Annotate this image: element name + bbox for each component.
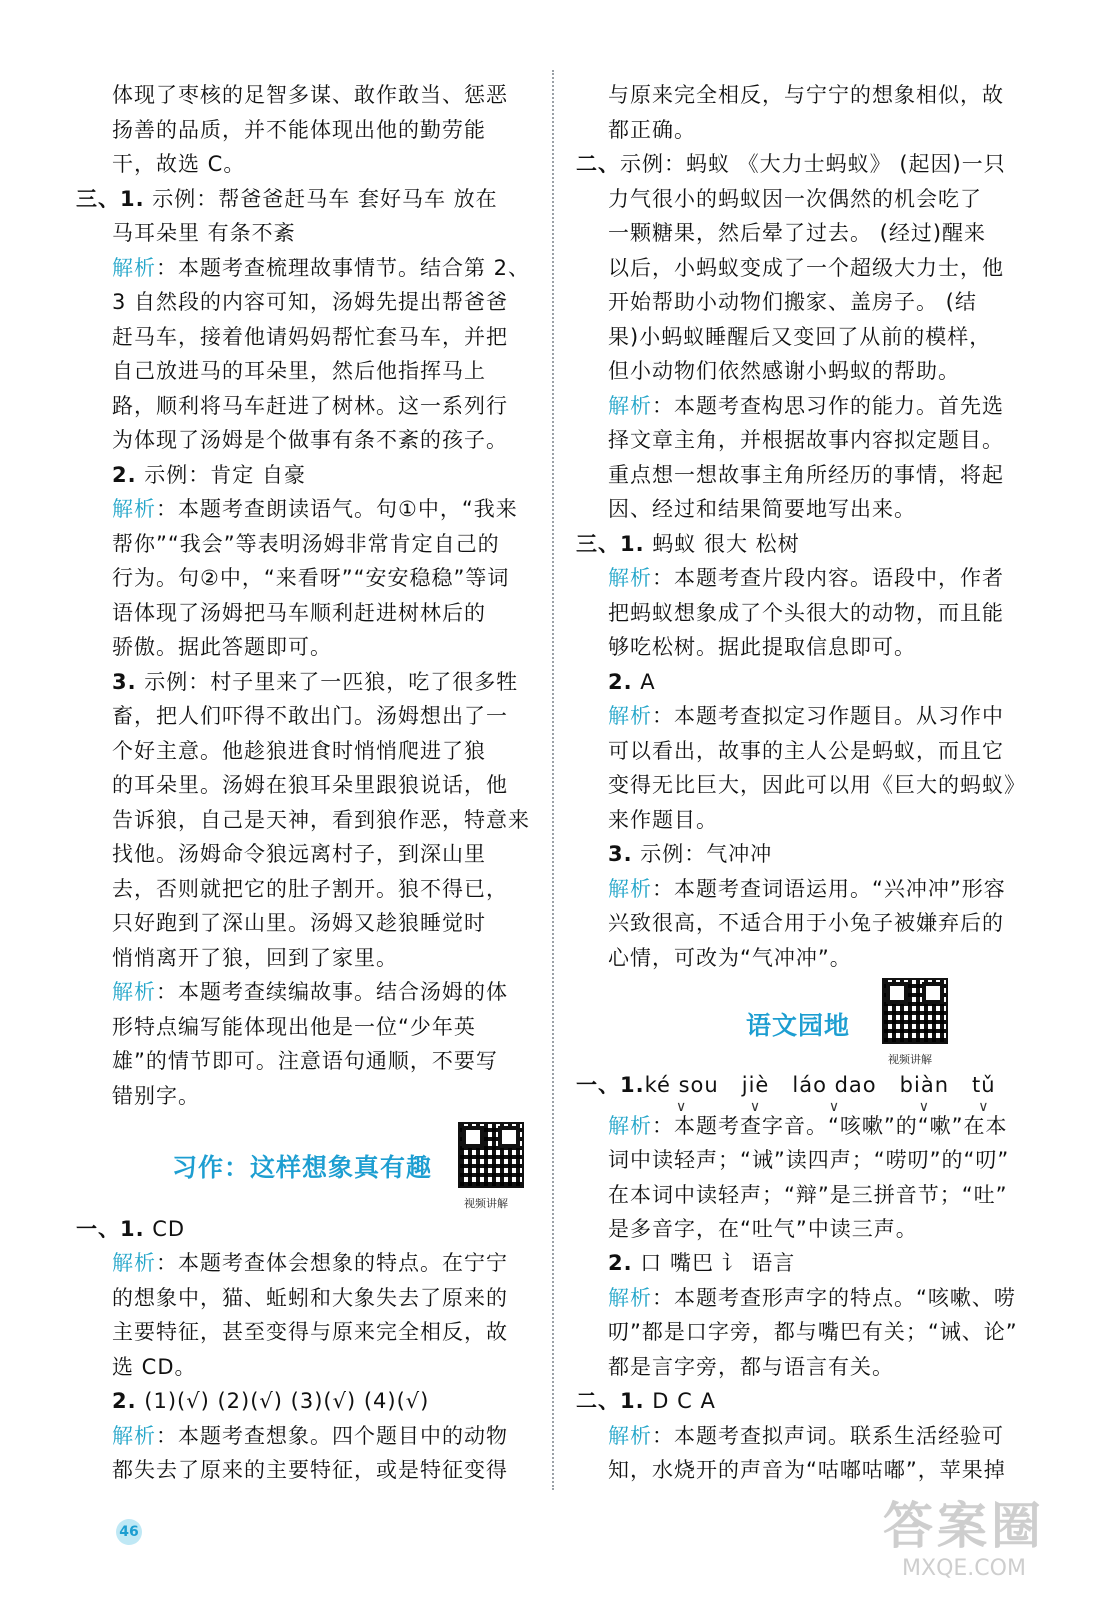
text-line: 力气很小的蚂蚁因一次偶然的机会吃了: [608, 187, 982, 211]
answer-text: A: [632, 670, 656, 694]
answer-text: 示例：蚂蚁 《大力士蚂蚁》 (起因)一只: [620, 152, 1006, 176]
text-line: 悄悄离开了狼，回到了家里。: [112, 946, 398, 970]
text-line: 骄傲。据此答题即可。: [112, 635, 332, 659]
analysis-text: ：本题考查体会想象的特点。在宁宁: [156, 1251, 508, 1275]
question-marker: 二、: [576, 152, 620, 176]
analysis-label: 解析: [608, 877, 652, 901]
text-line: 形特点编写能体现出他是一位“少年英: [112, 1015, 476, 1039]
question-marker: 一、1.: [76, 1217, 145, 1241]
answer-1-1: [76, 1212, 185, 1246]
text-line: 都是言字旁，都与语言有关。: [608, 1355, 894, 1379]
answer-2: [576, 147, 1006, 181]
section-title-chinese-garden: 语文园地: [746, 1011, 851, 1040]
answer-text: 示例：气冲冲: [632, 842, 773, 866]
text-line: 的想象中，猫、蚯蚓和大象失去了原来的: [112, 1286, 508, 1310]
analysis-label: 解析: [112, 980, 156, 1004]
answer-text: 示例：村子里来了一匹狼，吃了很多牲: [136, 670, 519, 694]
analysis-line: [608, 561, 1004, 595]
question-marker: 二、1.: [576, 1389, 645, 1413]
answer-3: [608, 837, 772, 871]
analysis-label: 解析: [112, 497, 156, 521]
text-line: 行为。句②中，“来看呀”“安安稳稳”等词: [112, 566, 510, 590]
text-line: 扬善的品质，并不能体现出他的勤劳能: [112, 118, 486, 142]
text-line: 变得无比巨大，因此可以用《巨大的蚂蚁》: [608, 773, 1026, 797]
analysis-text: ：本题考查拟定习作题目。从习作中: [652, 704, 1004, 728]
analysis-line: [112, 1419, 508, 1453]
qr-label: 视频讲解: [464, 1197, 508, 1210]
text-line: 个好主意。他趁狼进食时悄悄爬进了狼: [112, 739, 486, 763]
analysis-text: ：本题考查片段内容。语段中，作者: [652, 566, 1004, 590]
text-line: 但小动物们依然感谢小蚂蚁的帮助。: [608, 359, 960, 383]
analysis-line: [112, 975, 508, 1009]
text-line: 择文章主角，并根据故事内容拟定题目。: [608, 428, 1004, 452]
analysis-label: 解析: [608, 1424, 652, 1448]
analysis-text: ：本题考查想象。四个题目中的动物: [156, 1424, 508, 1448]
text-line: 赶马车，接着他请妈妈帮忙套马车，并把: [112, 325, 508, 349]
text-line: 在本词中读轻声；“辩”是三拼音节；“吐”: [608, 1183, 1008, 1207]
text-line: 选 CD。: [112, 1355, 197, 1379]
text-line: 为体现了汤姆是个做事有条不紊的孩子。: [112, 428, 508, 452]
text-line: 体现了枣核的足智多谋、敢作敢当、惩恶: [112, 83, 508, 107]
text-line: 词中读轻声；“诫”读四声；“唠叨”的“叨”: [608, 1148, 1010, 1172]
text-line: 是多音字，在“吐气”中读三声。: [608, 1217, 918, 1241]
text-line: 找他。汤姆命令狼远离村子，到深山里: [112, 842, 486, 866]
answer-2-1: [576, 1384, 716, 1418]
question-marker: 2.: [608, 670, 633, 694]
analysis-label: 解析: [608, 1286, 652, 1310]
pinyin-answer: jiè ∨: [742, 1068, 770, 1102]
question-marker: 2.: [608, 1251, 633, 1275]
text-line: 错别字。: [112, 1084, 200, 1108]
text-line: 的耳朵里。汤姆在狼耳朵里跟狼说话，他: [112, 773, 508, 797]
question-marker: 2.: [112, 1389, 137, 1413]
text-line: 开始帮助小动物们搬家、盖房子。 (结: [608, 290, 977, 314]
text-line: 叨”都是口字旁，都与嘴巴有关；“诫、论”: [608, 1320, 1018, 1344]
pinyin-answer: láo dao ∨: [792, 1068, 876, 1102]
analysis-text: ：本题考查形声字的特点。“咳嗽、唠: [652, 1286, 1016, 1310]
analysis-line: [608, 1109, 1008, 1143]
column-divider: [552, 70, 554, 1490]
text-line: 马耳朵里 有条不紊: [112, 221, 296, 245]
answer-text: (1)(√) (2)(√) (3)(√) (4)(√): [136, 1389, 430, 1413]
question-marker: 一、1.: [576, 1073, 645, 1097]
text-line: 干，故选 C。: [112, 152, 246, 176]
answer-text: D C A: [644, 1389, 716, 1413]
text-line: 都失去了原来的主要特征，或是特征变得: [112, 1458, 508, 1482]
answer-text: 示例：帮爸爸赶马车 套好马车 放在: [144, 187, 498, 211]
analysis-label: 解析: [608, 566, 652, 590]
answer-text: 口 嘴巴 讠 语言: [632, 1251, 796, 1275]
analysis-line: [608, 1419, 1004, 1453]
text-line: 够吃松树。据此提取信息即可。: [608, 635, 916, 659]
qr-label: 视频讲解: [888, 1053, 932, 1066]
qr-code-icon[interactable]: [458, 1122, 524, 1188]
text-line: 来作题目。: [608, 808, 718, 832]
analysis-text: ：本题考查字音。“咳嗽”的“嗽”在本: [652, 1114, 1008, 1138]
question-marker: 三、1.: [576, 532, 645, 556]
answer-2: [112, 458, 306, 492]
text-line: 兴致很高，不适合用于小兔子被嫌弃后的: [608, 911, 1004, 935]
text-line: 告诉狼，自己是天神，看到狼作恶，特意来: [112, 808, 530, 832]
question-marker: 2.: [112, 463, 137, 487]
analysis-line: [112, 251, 530, 285]
answer-text: 蚂蚁 很大 松树: [644, 532, 800, 556]
text-line: 3 自然段的内容可知，汤姆先提出帮爸爸: [112, 290, 509, 314]
analysis-line: [608, 699, 1004, 733]
analysis-label: 解析: [112, 1251, 156, 1275]
text-line: 果)小蚂蚁睡醒后又变回了从前的模样，: [608, 325, 992, 349]
text-line: 以后，小蚂蚁变成了一个超级大力士，他: [608, 256, 1004, 280]
analysis-text: ：本题考查拟声词。联系生活经验可: [652, 1424, 1004, 1448]
answer-text: CD: [144, 1217, 186, 1241]
answer-2: [608, 1246, 795, 1280]
pinyin-answer: biàn ∨: [900, 1068, 949, 1102]
text-line: 可以看出，故事的主人公是蚂蚁，而且它: [608, 739, 1004, 763]
answer-2: [608, 665, 656, 699]
analysis-line: [608, 389, 1004, 423]
text-line: 帮你”“我会”等表明汤姆非常肯定自己的: [112, 532, 500, 556]
answer-2: [112, 1384, 429, 1418]
question-marker: 3.: [608, 842, 633, 866]
text-line: 雄”的情节即可。注意语句通顺，不要写: [112, 1049, 498, 1073]
text-line: 主要特征，甚至变得与原来完全相反，故: [112, 1320, 508, 1344]
text-line: 与原来完全相反，与宁宁的想象相似，故: [608, 83, 1004, 107]
analysis-text: ：本题考查朗读语气。句①中，“我来: [156, 497, 518, 521]
text-line: 只好跑到了深山里。汤姆又趁狼睡觉时: [112, 911, 486, 935]
analysis-label: 解析: [608, 704, 652, 728]
analysis-label: 解析: [608, 1114, 652, 1138]
pinyin-answer: tǔ ∨: [972, 1068, 996, 1102]
answer-3-1: [576, 527, 800, 561]
analysis-text: ：本题考查梳理故事情节。结合第 2、: [156, 256, 531, 280]
text-line: 语体现了汤姆把马车顺利赶进树林后的: [112, 601, 486, 625]
answer-3-1: [76, 182, 498, 216]
section-title-writing: 习作：这样想象真有趣: [172, 1153, 433, 1182]
analysis-text: ：本题考查续编故事。结合汤姆的体: [156, 980, 508, 1004]
analysis-line: [112, 1246, 508, 1280]
text-line: 知，水烧开的声音为“咕嘟咕嘟”，苹果掉: [608, 1458, 1006, 1482]
text-line: 心情，可改为“气冲冲”。: [608, 946, 852, 970]
analysis-line: [112, 492, 518, 526]
answer-3: [112, 665, 518, 699]
analysis-line: [608, 872, 1006, 906]
text-line: 一颗糖果，然后晕了过去。 (经过)醒来: [608, 221, 987, 245]
answer-text: 示例：肯定 自豪: [136, 463, 306, 487]
analysis-label: 解析: [112, 1424, 156, 1448]
analysis-label: 解析: [112, 256, 156, 280]
text-line: 把蚂蚁想象成了个头很大的动物，而且能: [608, 601, 1004, 625]
text-line: 自己放进马的耳朵里，然后他指挥马上: [112, 359, 486, 383]
pinyin-answer: ké sou ∨: [645, 1068, 719, 1102]
text-line: 去，否则就把它的肚子割开。狼不得已，: [112, 877, 508, 901]
text-line: 路，顺利将马车赶进了树林。这一系列行: [112, 394, 508, 418]
text-line: 畜，把人们吓得不敢出门。汤姆想出了一: [112, 704, 508, 728]
text-line: 重点想一想故事主角所经历的事情，将起: [608, 463, 1004, 487]
watermark: [864, 1496, 1064, 1596]
answer-1-1-pinyin: [576, 1068, 996, 1102]
text-line: 因、经过和结果简要地写出来。: [608, 497, 916, 521]
analysis-label: 解析: [608, 394, 652, 418]
text-line: 都正确。: [608, 118, 696, 142]
page-number: 46: [116, 1519, 142, 1545]
watermark-url: MXQE.COM: [902, 1556, 1026, 1581]
analysis-line: [608, 1281, 1016, 1315]
analysis-text: ：本题考查词语运用。“兴冲冲”形容: [652, 877, 1006, 901]
qr-code-icon[interactable]: [882, 978, 948, 1044]
question-marker: 三、1.: [76, 187, 145, 211]
watermark-logo-text: 答案圈: [883, 1497, 1045, 1555]
question-marker: 3.: [112, 670, 137, 694]
analysis-text: ：本题考查构思习作的能力。首先选: [652, 394, 1004, 418]
